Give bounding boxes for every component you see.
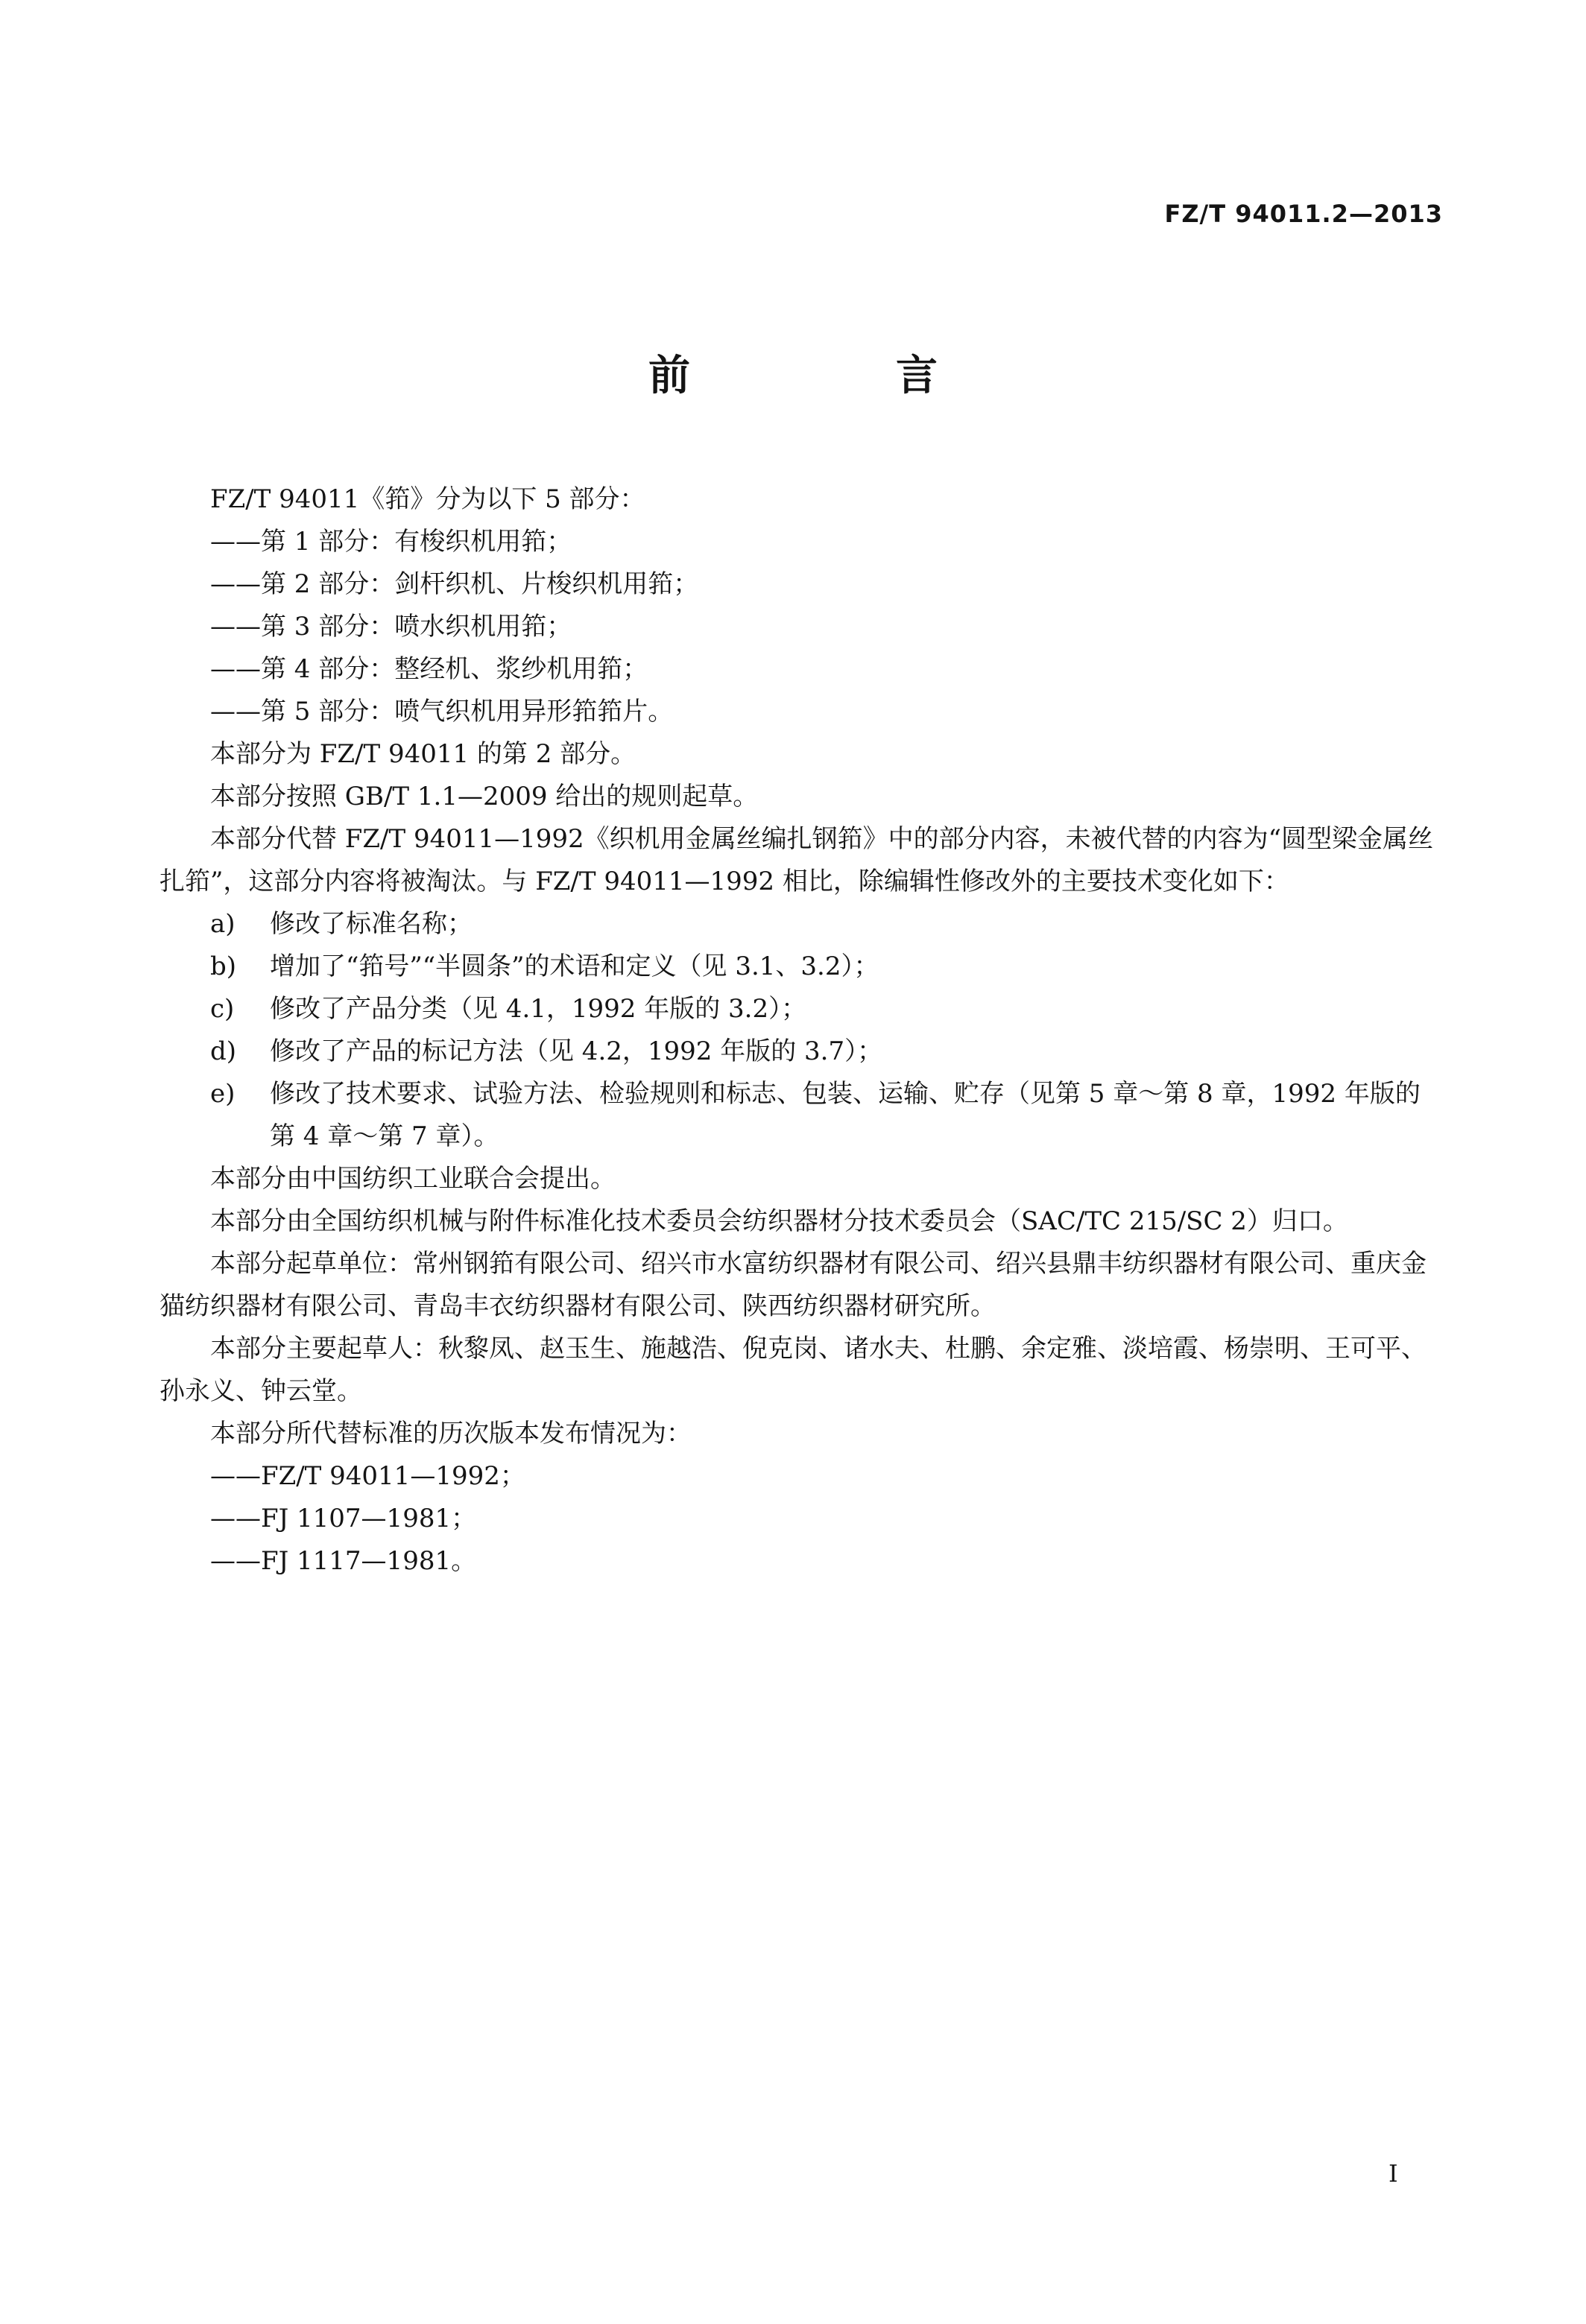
parts-intro: FZ/T 94011《筘》分为以下 5 部分：	[210, 484, 645, 514]
this-part-statement: 本部分为 FZ/T 94011 的第 2 部分。	[210, 739, 636, 769]
change-item	[159, 903, 1441, 946]
change-item	[159, 988, 1441, 1030]
change-item-text: 修改了产品的标记方法（见 4.2，1992 年版的 3.7）；	[270, 1036, 883, 1066]
part-list-item: ——第 5 部分：喷气织机用异形筘筘片。	[210, 697, 674, 726]
history-item: ——FZ/T 94011—1992；	[210, 1461, 525, 1491]
history-item: ——FJ 1117—1981。	[210, 1546, 477, 1576]
change-item-marker: d)	[210, 1036, 237, 1066]
history-item: ——FJ 1107—1981；	[210, 1504, 477, 1533]
centralized-by-statement: 本部分由全国纺织机械与附件标准化技术委员会纺织器材分技术委员会（SAC/TC 215/SC 2）归口。	[210, 1206, 1348, 1236]
history-intro: 本部分所代替标准的历次版本发布情况为：	[210, 1419, 692, 1448]
part-list-item: ——第 4 部分：整经机、浆纱机用筘；	[210, 654, 648, 684]
change-item-text: 增加了“筘号”“半圆条”的术语和定义（见 3.1、3.2）；	[270, 952, 879, 981]
change-item-marker: b)	[210, 952, 237, 981]
drafting-rules-statement: 本部分按照 GB/T 1.1—2009 给出的规则起草。	[210, 782, 759, 811]
page-number: I	[1388, 2159, 1398, 2188]
change-item-marker: e)	[210, 1079, 236, 1109]
part-list-item: ——第 2 部分：剑杆织机、片梭织机用筘；	[210, 569, 699, 599]
drafters-statement: 本部分主要起草人：秋黎凤、赵玉生、施越浩、倪克岗、诸水夫、杜鹏、余定雅、淡培霞、杨崇明、王可平、孙永义、钟云堂。	[159, 1334, 1427, 1406]
change-item-text: 修改了技术要求、试验方法、检验规则和标志、包装、运输、贮存（见第 5 章～第 8 章，1992 年版的第 4 章～第 7 章）。	[270, 1079, 1421, 1151]
change-item-marker: a)	[210, 909, 236, 939]
proposed-by-statement: 本部分由中国纺织工业联合会提出。	[210, 1164, 616, 1194]
change-item-text: 修改了产品分类（见 4.1，1992 年版的 3.2）；	[270, 994, 807, 1024]
change-item-text: 修改了标准名称；	[270, 909, 473, 939]
change-item-marker: c)	[210, 994, 235, 1024]
replacement-statement: 本部分代替 FZ/T 94011—1992《织机用金属丝编扎钢筘》中的部分内容，未被代替的内容为“圆型梁金属丝扎筘”，这部分内容将被淘汰。与 FZ/T 94011—1992 相比，除编辑性修改外的主要技术变化如下：	[159, 824, 1434, 896]
change-item	[159, 946, 1441, 988]
change-item	[159, 1030, 1441, 1073]
part-list-item: ——第 1 部分：有梭织机用筘；	[210, 527, 572, 557]
change-item	[159, 1073, 1441, 1158]
drafting-units-statement: 本部分起草单位：常州钢筘有限公司、绍兴市水富纺织器材有限公司、绍兴县鼎丰纺织器材有限公司、重庆金猫纺织器材有限公司、青岛丰衣纺织器材有限公司、陕西纺织器材研究所。	[159, 1249, 1427, 1321]
part-list-item: ——第 3 部分：喷水织机用筘；	[210, 612, 572, 642]
standard-code: FZ/T 94011.2—2013	[1164, 200, 1443, 228]
page-title: 前 言	[648, 352, 1020, 400]
foreword-body	[159, 478, 1441, 1583]
